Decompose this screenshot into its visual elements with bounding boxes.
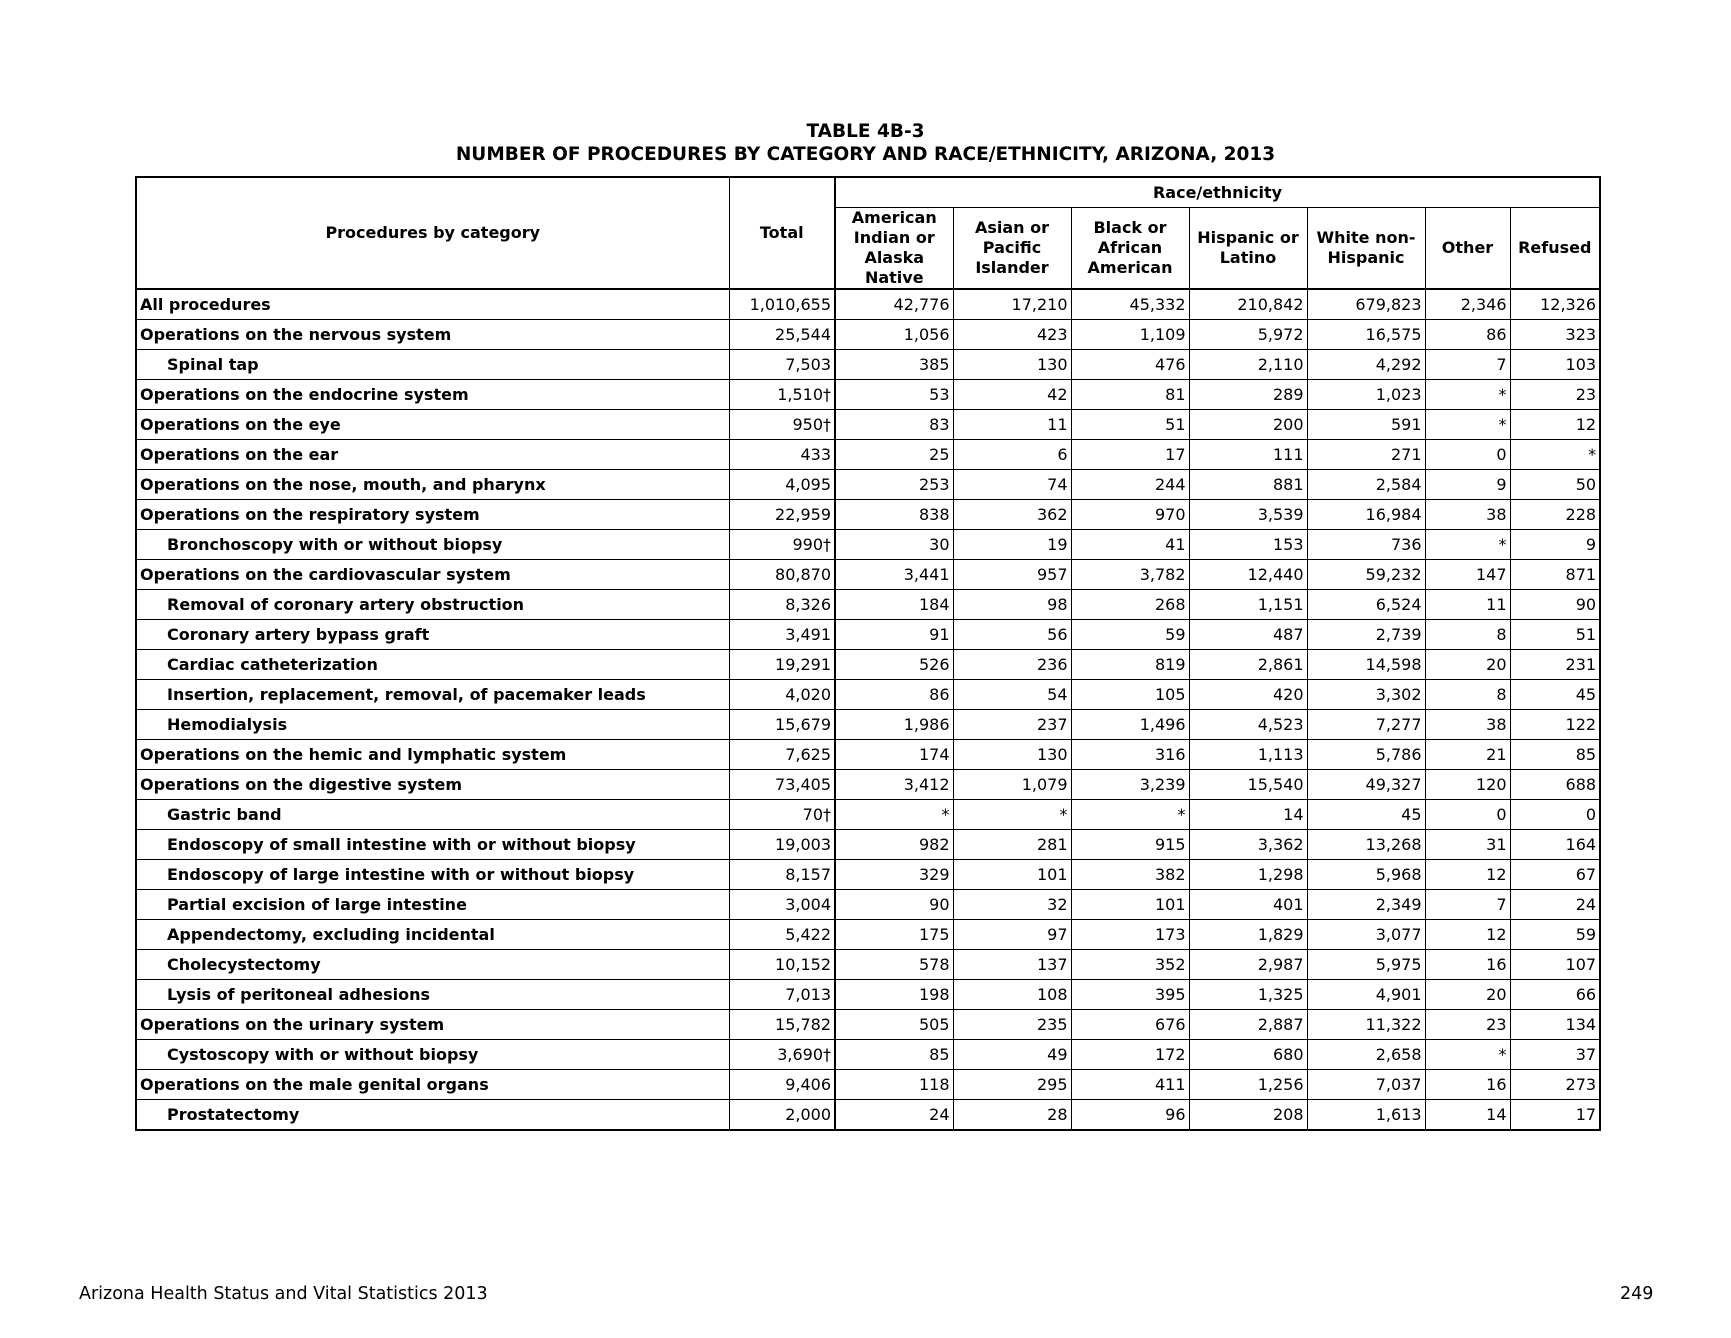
table-cell: 51 [1071, 410, 1189, 440]
table-cell: 49,327 [1307, 770, 1425, 800]
cell-total: 8,157 [729, 860, 835, 890]
table-cell: 295 [953, 1070, 1071, 1100]
table-row [136, 1010, 1600, 1040]
table-cell: 164 [1510, 830, 1600, 860]
table-cell: 13,268 [1307, 830, 1425, 860]
table-cell: 871 [1510, 560, 1600, 590]
table-row [136, 980, 1600, 1010]
table-cell: 2,110 [1189, 350, 1307, 380]
row-label: All procedures [136, 289, 729, 320]
table-cell: 7,037 [1307, 1070, 1425, 1100]
table-row [136, 1070, 1600, 1100]
table-cell: 208 [1189, 1100, 1307, 1131]
table-cell: * [835, 800, 953, 830]
table-cell: 210,842 [1189, 289, 1307, 320]
table-row [136, 650, 1600, 680]
row-label: Operations on the nervous system [136, 320, 729, 350]
table-cell: 982 [835, 830, 953, 860]
table-cell: 153 [1189, 530, 1307, 560]
table-cell: 147 [1425, 560, 1510, 590]
table-cell: 98 [953, 590, 1071, 620]
table-cell: 96 [1071, 1100, 1189, 1131]
table-cell: 59 [1510, 920, 1600, 950]
table-cell: 4,292 [1307, 350, 1425, 380]
header-hispanic-latino: Hispanic or Latino [1189, 208, 1307, 290]
table-row [136, 350, 1600, 380]
table-cell: 74 [953, 470, 1071, 500]
table-cell: 12 [1510, 410, 1600, 440]
table-body [136, 289, 1600, 1130]
table-cell: 578 [835, 950, 953, 980]
table-cell: 83 [835, 410, 953, 440]
table-cell: 1,113 [1189, 740, 1307, 770]
table-cell: 237 [953, 710, 1071, 740]
row-label: Cardiac catheterization [136, 650, 729, 680]
table-cell: 7,277 [1307, 710, 1425, 740]
row-label: Operations on the endocrine system [136, 380, 729, 410]
table-row [136, 890, 1600, 920]
row-label: Hemodialysis [136, 710, 729, 740]
table-cell: 2,346 [1425, 289, 1510, 320]
row-label: Appendectomy, excluding incidental [136, 920, 729, 950]
row-label: Coronary artery bypass graft [136, 620, 729, 650]
table-cell: 323 [1510, 320, 1600, 350]
table-title-block [0, 120, 1731, 166]
table-cell: 273 [1510, 1070, 1600, 1100]
table-cell: 103 [1510, 350, 1600, 380]
table-cell: 411 [1071, 1070, 1189, 1100]
table-cell: 8 [1425, 680, 1510, 710]
header-other: Other [1425, 208, 1510, 290]
table-row [136, 680, 1600, 710]
table-cell: 1,079 [953, 770, 1071, 800]
table-row [136, 1040, 1600, 1070]
row-label: Spinal tap [136, 350, 729, 380]
row-label: Removal of coronary artery obstruction [136, 590, 729, 620]
table-cell: 28 [953, 1100, 1071, 1131]
table-cell: 679,823 [1307, 289, 1425, 320]
table-cell: 85 [1510, 740, 1600, 770]
table-cell: 316 [1071, 740, 1189, 770]
cell-total: 4,095 [729, 470, 835, 500]
table-cell: 235 [953, 1010, 1071, 1040]
table-row [136, 1100, 1600, 1131]
table-cell: 736 [1307, 530, 1425, 560]
table-row [136, 410, 1600, 440]
row-label: Prostatectomy [136, 1100, 729, 1131]
table-cell: 12 [1425, 920, 1510, 950]
table-cell: 21 [1425, 740, 1510, 770]
table-cell: 137 [953, 950, 1071, 980]
table-cell: 1,613 [1307, 1100, 1425, 1131]
table-cell: 0 [1510, 800, 1600, 830]
table-cell: 16,984 [1307, 500, 1425, 530]
table-cell: 11,322 [1307, 1010, 1425, 1040]
table-cell: 3,412 [835, 770, 953, 800]
table-cell: 401 [1189, 890, 1307, 920]
table-cell: 130 [953, 350, 1071, 380]
table-cell: 15,540 [1189, 770, 1307, 800]
cell-total: 15,679 [729, 710, 835, 740]
table-cell: 1,325 [1189, 980, 1307, 1010]
row-label: Endoscopy of small intestine with or without biopsy [136, 830, 729, 860]
cell-total: 7,013 [729, 980, 835, 1010]
table-cell: 25 [835, 440, 953, 470]
table-row [136, 320, 1600, 350]
table-cell: 3,539 [1189, 500, 1307, 530]
table-cell: 118 [835, 1070, 953, 1100]
cell-total: 15,782 [729, 1010, 835, 1040]
table-cell: 32 [953, 890, 1071, 920]
table-cell: 12,440 [1189, 560, 1307, 590]
cell-total: 10,152 [729, 950, 835, 980]
table-cell: 1,023 [1307, 380, 1425, 410]
table-row [136, 830, 1600, 860]
table-cell: 1,496 [1071, 710, 1189, 740]
table-cell: 0 [1425, 440, 1510, 470]
table-row [136, 289, 1600, 320]
table-cell: 253 [835, 470, 953, 500]
table-cell: 31 [1425, 830, 1510, 860]
table-cell: 3,239 [1071, 770, 1189, 800]
table-cell: 45 [1510, 680, 1600, 710]
table-cell: 24 [835, 1100, 953, 1131]
cell-total: 3,004 [729, 890, 835, 920]
table-cell: 244 [1071, 470, 1189, 500]
table-cell: 175 [835, 920, 953, 950]
table-cell: * [1425, 380, 1510, 410]
table-cell: * [1425, 530, 1510, 560]
table-cell: 231 [1510, 650, 1600, 680]
row-label: Partial excision of large intestine [136, 890, 729, 920]
table-cell: 2,584 [1307, 470, 1425, 500]
table-cell: 289 [1189, 380, 1307, 410]
table-cell: 5,786 [1307, 740, 1425, 770]
table-row [136, 560, 1600, 590]
table-cell: 2,987 [1189, 950, 1307, 980]
table-cell: 12 [1425, 860, 1510, 890]
table-cell: 881 [1189, 470, 1307, 500]
table-cell: 59,232 [1307, 560, 1425, 590]
table-cell: 56 [953, 620, 1071, 650]
table-row [136, 470, 1600, 500]
cell-total: 4,020 [729, 680, 835, 710]
table-cell: 236 [953, 650, 1071, 680]
table-cell: 120 [1425, 770, 1510, 800]
table-cell: 23 [1510, 380, 1600, 410]
cell-total: 7,625 [729, 740, 835, 770]
table-cell: 16 [1425, 950, 1510, 980]
row-label: Operations on the male genital organs [136, 1070, 729, 1100]
table-cell: 352 [1071, 950, 1189, 980]
table-row [136, 440, 1600, 470]
table-cell: 85 [835, 1040, 953, 1070]
table-cell: 16 [1425, 1070, 1510, 1100]
table-cell: 24 [1510, 890, 1600, 920]
table-cell: 382 [1071, 860, 1189, 890]
cell-total: 73,405 [729, 770, 835, 800]
cell-total: 433 [729, 440, 835, 470]
table-cell: 49 [953, 1040, 1071, 1070]
table-cell: 3,077 [1307, 920, 1425, 950]
table-cell: 2,887 [1189, 1010, 1307, 1040]
row-label: Endoscopy of large intestine with or without biopsy [136, 860, 729, 890]
table-header [136, 177, 1600, 289]
table-cell: 11 [1425, 590, 1510, 620]
cell-total: 8,326 [729, 590, 835, 620]
cell-total: 7,503 [729, 350, 835, 380]
table-cell: 4,523 [1189, 710, 1307, 740]
table-cell: 130 [953, 740, 1071, 770]
table-cell: 505 [835, 1010, 953, 1040]
table-cell: 2,349 [1307, 890, 1425, 920]
row-label: Cholecystectomy [136, 950, 729, 980]
table-cell: 268 [1071, 590, 1189, 620]
row-label: Operations on the urinary system [136, 1010, 729, 1040]
table-cell: 14,598 [1307, 650, 1425, 680]
table-cell: 59 [1071, 620, 1189, 650]
cell-total: 3,690† [729, 1040, 835, 1070]
table-cell: 2,861 [1189, 650, 1307, 680]
table-cell: 200 [1189, 410, 1307, 440]
header-total: Total [729, 177, 835, 289]
table-cell: * [1071, 800, 1189, 830]
table-cell: 476 [1071, 350, 1189, 380]
cell-total: 19,003 [729, 830, 835, 860]
table-row [136, 800, 1600, 830]
row-label: Operations on the cardiovascular system [136, 560, 729, 590]
table-cell: 107 [1510, 950, 1600, 980]
table-cell: 16,575 [1307, 320, 1425, 350]
table-cell: 198 [835, 980, 953, 1010]
table-row [136, 590, 1600, 620]
header-refused: Refused [1510, 208, 1600, 290]
table-row [136, 530, 1600, 560]
table-cell: 38 [1425, 710, 1510, 740]
row-label: Operations on the nose, mouth, and pharynx [136, 470, 729, 500]
table-cell: 487 [1189, 620, 1307, 650]
table-row [136, 770, 1600, 800]
table-cell: 385 [835, 350, 953, 380]
table-cell: 423 [953, 320, 1071, 350]
table-row [136, 380, 1600, 410]
table-cell: 4,901 [1307, 980, 1425, 1010]
table-subtitle: NUMBER OF PROCEDURES BY CATEGORY AND RACE/ETHNICITY, ARIZONA, 2013 [455, 144, 1276, 165]
table-cell: 134 [1510, 1010, 1600, 1040]
table-cell: 526 [835, 650, 953, 680]
table-cell: 7 [1425, 350, 1510, 380]
table-cell: 37 [1510, 1040, 1600, 1070]
row-label: Operations on the ear [136, 440, 729, 470]
table-cell: 9 [1425, 470, 1510, 500]
table-cell: 957 [953, 560, 1071, 590]
table-cell: 420 [1189, 680, 1307, 710]
row-label: Operations on the respiratory system [136, 500, 729, 530]
table-cell: 30 [835, 530, 953, 560]
table-cell: 6 [953, 440, 1071, 470]
table-cell: 66 [1510, 980, 1600, 1010]
table-cell: 91 [835, 620, 953, 650]
table-title: TABLE 4B-3 [806, 121, 925, 142]
table-cell: 591 [1307, 410, 1425, 440]
table-row [136, 620, 1600, 650]
table-cell: 38 [1425, 500, 1510, 530]
header-white-non-hispanic: White non-Hispanic [1307, 208, 1425, 290]
table-cell: * [1425, 1040, 1510, 1070]
table-cell: 53 [835, 380, 953, 410]
table-row [136, 920, 1600, 950]
table-row [136, 740, 1600, 770]
table-cell: 45,332 [1071, 289, 1189, 320]
table-cell: 20 [1425, 650, 1510, 680]
table-cell: 50 [1510, 470, 1600, 500]
table-cell: 101 [953, 860, 1071, 890]
table-cell: 2,739 [1307, 620, 1425, 650]
table-cell: 97 [953, 920, 1071, 950]
table-cell: 17,210 [953, 289, 1071, 320]
table-cell: 14 [1425, 1100, 1510, 1131]
table-cell: 42 [953, 380, 1071, 410]
table-cell: 45 [1307, 800, 1425, 830]
table-cell: 362 [953, 500, 1071, 530]
header-asian-pacific: Asian or Pacific Islander [953, 208, 1071, 290]
table-cell: 17 [1071, 440, 1189, 470]
table-cell: 11 [953, 410, 1071, 440]
table-cell: 122 [1510, 710, 1600, 740]
table-cell: 111 [1189, 440, 1307, 470]
table-cell: 3,302 [1307, 680, 1425, 710]
row-label: Bronchoscopy with or without biopsy [136, 530, 729, 560]
cell-total: 1,510† [729, 380, 835, 410]
table-cell: 271 [1307, 440, 1425, 470]
table-cell: 395 [1071, 980, 1189, 1010]
table-cell: 81 [1071, 380, 1189, 410]
table-cell: 3,362 [1189, 830, 1307, 860]
table-cell: 1,986 [835, 710, 953, 740]
table-cell: 228 [1510, 500, 1600, 530]
table-cell: 54 [953, 680, 1071, 710]
cell-total: 1,010,655 [729, 289, 835, 320]
table-cell: 108 [953, 980, 1071, 1010]
table-cell: 7 [1425, 890, 1510, 920]
table-cell: 14 [1189, 800, 1307, 830]
table-cell: 90 [835, 890, 953, 920]
row-label: Insertion, replacement, removal, of pacemaker leads [136, 680, 729, 710]
table-cell: 1,256 [1189, 1070, 1307, 1100]
table-cell: 970 [1071, 500, 1189, 530]
header-category: Procedures by category [136, 177, 729, 289]
table-cell: 20 [1425, 980, 1510, 1010]
cell-total: 22,959 [729, 500, 835, 530]
table-cell: 8 [1425, 620, 1510, 650]
table-cell: 688 [1510, 770, 1600, 800]
table-cell: 9 [1510, 530, 1600, 560]
cell-total: 19,291 [729, 650, 835, 680]
footer-page-number: 249 [1620, 1284, 1654, 1304]
table-cell: 838 [835, 500, 953, 530]
cell-total: 80,870 [729, 560, 835, 590]
table-cell: 19 [953, 530, 1071, 560]
footer-publication: Arizona Health Status and Vital Statistics 2013 [79, 1284, 488, 1304]
table-cell: * [1425, 410, 1510, 440]
table-cell: 1,298 [1189, 860, 1307, 890]
table-cell: 281 [953, 830, 1071, 860]
table-cell: 51 [1510, 620, 1600, 650]
table-cell: 90 [1510, 590, 1600, 620]
table-cell: 1,829 [1189, 920, 1307, 950]
row-label: Operations on the eye [136, 410, 729, 440]
table-row [136, 860, 1600, 890]
table-cell: 3,441 [835, 560, 953, 590]
row-label: Cystoscopy with or without biopsy [136, 1040, 729, 1070]
table-cell: 41 [1071, 530, 1189, 560]
table-row [136, 950, 1600, 980]
table-cell: 819 [1071, 650, 1189, 680]
header-american-indian: American Indian or Alaska Native [835, 208, 953, 290]
table-cell: 2,658 [1307, 1040, 1425, 1070]
cell-total: 990† [729, 530, 835, 560]
table-cell: 173 [1071, 920, 1189, 950]
table-cell: 1,151 [1189, 590, 1307, 620]
table-cell: * [1510, 440, 1600, 470]
table-cell: * [953, 800, 1071, 830]
cell-total: 3,491 [729, 620, 835, 650]
table-cell: 172 [1071, 1040, 1189, 1070]
table-cell: 101 [1071, 890, 1189, 920]
table-cell: 184 [835, 590, 953, 620]
header-black-african-american: Black or African American [1071, 208, 1189, 290]
cell-total: 25,544 [729, 320, 835, 350]
table-cell: 329 [835, 860, 953, 890]
table-cell: 676 [1071, 1010, 1189, 1040]
row-label: Gastric band [136, 800, 729, 830]
cell-total: 5,422 [729, 920, 835, 950]
table-row [136, 500, 1600, 530]
procedures-table [135, 176, 1601, 1131]
cell-total: 9,406 [729, 1070, 835, 1100]
table-cell: 5,975 [1307, 950, 1425, 980]
table-cell: 6,524 [1307, 590, 1425, 620]
table-cell: 17 [1510, 1100, 1600, 1131]
table-row [136, 710, 1600, 740]
row-label: Lysis of peritoneal adhesions [136, 980, 729, 1010]
cell-total: 950† [729, 410, 835, 440]
table-cell: 0 [1425, 800, 1510, 830]
table-cell: 67 [1510, 860, 1600, 890]
table-cell: 5,968 [1307, 860, 1425, 890]
table-cell: 1,056 [835, 320, 953, 350]
table-cell: 680 [1189, 1040, 1307, 1070]
row-label: Operations on the hemic and lymphatic system [136, 740, 729, 770]
header-race-ethnicity-group: Race/ethnicity [835, 177, 1600, 208]
row-label: Operations on the digestive system [136, 770, 729, 800]
table-cell: 915 [1071, 830, 1189, 860]
table-cell: 86 [835, 680, 953, 710]
table-cell: 23 [1425, 1010, 1510, 1040]
table-cell: 5,972 [1189, 320, 1307, 350]
table-cell: 174 [835, 740, 953, 770]
table-cell: 86 [1425, 320, 1510, 350]
table-cell: 1,109 [1071, 320, 1189, 350]
cell-total: 70† [729, 800, 835, 830]
table-cell: 12,326 [1510, 289, 1600, 320]
table-cell: 105 [1071, 680, 1189, 710]
table-cell: 42,776 [835, 289, 953, 320]
cell-total: 2,000 [729, 1100, 835, 1131]
table-cell: 3,782 [1071, 560, 1189, 590]
